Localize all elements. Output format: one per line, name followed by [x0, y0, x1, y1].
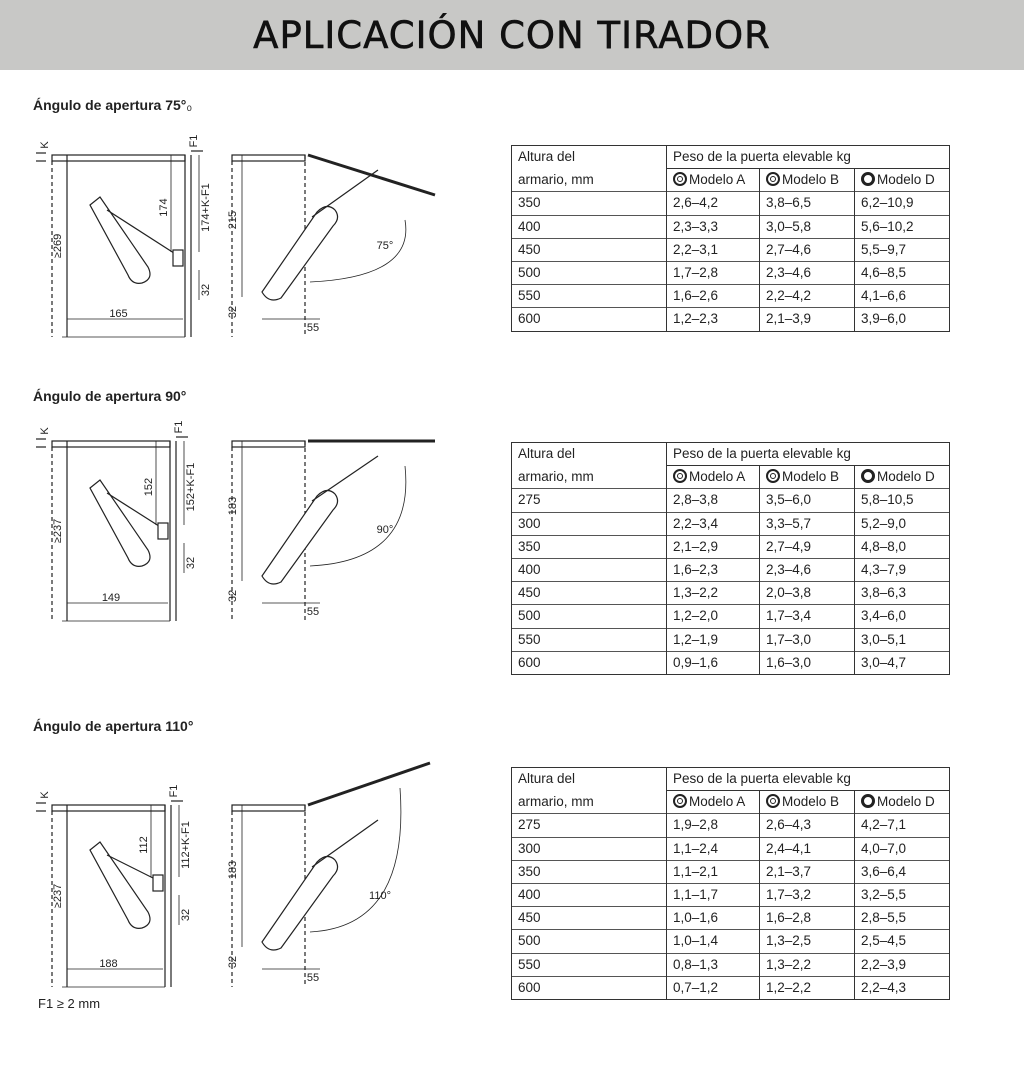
- table-cell: 1,6–2,6: [667, 285, 760, 308]
- table-row: [512, 215, 950, 238]
- col-header-height-line1: Altura del: [512, 146, 667, 169]
- table-cell: 3,8–6,5: [760, 192, 855, 215]
- section-title-75: Ángulo de apertura 75°₀: [33, 97, 193, 113]
- table-cell: 1,7–3,0: [760, 628, 855, 651]
- dim-side-32-label: 32: [227, 589, 239, 603]
- table-cell: 350: [512, 860, 667, 883]
- table-cell: 1,9–2,8: [667, 814, 760, 837]
- model-label: Modelo D: [877, 794, 935, 810]
- table-cell: 1,1–2,4: [667, 837, 760, 860]
- model-label: Modelo A: [689, 794, 746, 810]
- table-cell: 300: [512, 837, 667, 860]
- dim-side-height-label: 215: [227, 210, 239, 230]
- table-cell: 5,2–9,0: [855, 512, 950, 535]
- dim-side-55-label: 55: [306, 322, 320, 334]
- table-header-row: [512, 768, 950, 791]
- table-row: [512, 192, 950, 215]
- table-cell: 4,2–7,1: [855, 814, 950, 837]
- dim-k-label: K: [39, 141, 51, 149]
- table-cell: 2,0–3,8: [760, 582, 855, 605]
- table-cell: 3,4–6,0: [855, 605, 950, 628]
- col-header-height-line1: Altura del: [512, 768, 667, 791]
- diagram-75: [20, 125, 440, 350]
- model-label: Modelo B: [782, 469, 840, 485]
- table-row: [512, 953, 950, 976]
- table-row: [512, 883, 950, 906]
- dim-side-height-label: 183: [227, 496, 239, 516]
- model-label: Modelo A: [689, 172, 746, 188]
- model-ring-icon: [766, 172, 780, 186]
- col-group-header: Peso de la puerta elevable kg: [667, 146, 950, 169]
- table-row: [512, 651, 950, 674]
- table-row: [512, 814, 950, 837]
- table-cell: 4,0–7,0: [855, 837, 950, 860]
- table-cell: 4,1–6,6: [855, 285, 950, 308]
- table-row: [512, 930, 950, 953]
- col-header-height-line2: armario, mm: [512, 791, 667, 814]
- model-label: Modelo A: [689, 469, 746, 485]
- table-cell: 400: [512, 883, 667, 906]
- table-cell: 3,0–5,8: [760, 215, 855, 238]
- table-cell: 3,0–5,1: [855, 628, 950, 651]
- dim-arm-kf-label: 174+K-F1: [200, 183, 212, 232]
- table-header-row: [512, 443, 950, 466]
- dim-base32-label: 32: [180, 908, 192, 922]
- table-model-row: [512, 466, 950, 489]
- table-cell: 500: [512, 605, 667, 628]
- dim-side-55-label: 55: [306, 606, 320, 618]
- dim-f1-label: F1: [188, 134, 200, 148]
- table-row: [512, 558, 950, 581]
- table-cell: 2,8–3,8: [667, 489, 760, 512]
- model-header: [760, 466, 855, 489]
- table-cell: 450: [512, 238, 667, 261]
- table-cell: 1,7–3,2: [760, 883, 855, 906]
- table-cell: 3,0–4,7: [855, 651, 950, 674]
- table-cell: 1,1–1,7: [667, 883, 760, 906]
- table-model-row: [512, 169, 950, 192]
- col-header-height-line1: Altura del: [512, 443, 667, 466]
- weight-table-75: [511, 145, 950, 332]
- diagram-90: [20, 413, 440, 638]
- table-cell: 0,8–1,3: [667, 953, 760, 976]
- model-header: [667, 466, 760, 489]
- model-header: [855, 169, 950, 192]
- table-row: [512, 860, 950, 883]
- model-header: [855, 466, 950, 489]
- page-title: APLICACIÓN CON TIRADOR: [253, 13, 771, 57]
- dim-width-label: 165: [109, 308, 128, 320]
- table-cell: 3,2–5,5: [855, 883, 950, 906]
- dim-side-32-label: 32: [227, 305, 239, 319]
- table-cell: 1,7–2,8: [667, 261, 760, 284]
- diagram-svg: [20, 125, 440, 350]
- dim-height-label: ≥269: [52, 233, 64, 259]
- table-cell: 2,2–4,2: [760, 285, 855, 308]
- model-ring-icon: [673, 469, 687, 483]
- table-cell: 2,2–3,4: [667, 512, 760, 535]
- table-cell: 3,3–5,7: [760, 512, 855, 535]
- table-cell: 2,3–4,6: [760, 558, 855, 581]
- table-cell: 3,9–6,0: [855, 308, 950, 331]
- table-cell: 2,6–4,2: [667, 192, 760, 215]
- dim-side-height-label: 183: [227, 860, 239, 880]
- page-header: [0, 0, 1024, 70]
- table-row: [512, 582, 950, 605]
- dim-arm-kf-label: 152+K-F1: [185, 462, 197, 512]
- dim-arm-kf-label: 112+K-F1: [180, 821, 192, 869]
- table-cell: 2,4–4,1: [760, 837, 855, 860]
- dim-angle-label: 90°: [376, 524, 394, 536]
- table-cell: 1,0–1,4: [667, 930, 760, 953]
- table-cell: 4,8–8,0: [855, 535, 950, 558]
- model-header: [667, 791, 760, 814]
- table-cell: 550: [512, 285, 667, 308]
- table-cell: 3,6–6,4: [855, 860, 950, 883]
- weight-table-110: [511, 767, 950, 1000]
- table-cell: 350: [512, 535, 667, 558]
- table-cell: 5,8–10,5: [855, 489, 950, 512]
- dim-arm-label: 174: [158, 198, 170, 217]
- dim-height-label: ≥237: [52, 883, 64, 909]
- model-ring-icon: [766, 469, 780, 483]
- table-cell: 2,3–4,6: [760, 261, 855, 284]
- col-header-height-line2: armario, mm: [512, 466, 667, 489]
- dim-side-32-label: 32: [227, 955, 239, 969]
- dim-side-55-label: 55: [306, 972, 320, 984]
- table-cell: 4,3–7,9: [855, 558, 950, 581]
- table-cell: 1,2–2,3: [667, 308, 760, 331]
- table-cell: 275: [512, 489, 667, 512]
- dim-base32-label: 32: [200, 283, 212, 297]
- section-title-110: Ángulo de apertura 110°: [33, 718, 194, 734]
- diagram-110: [20, 755, 440, 1005]
- diagram-svg: [20, 755, 440, 1005]
- table-cell: 2,3–3,3: [667, 215, 760, 238]
- table-cell: 2,1–3,9: [760, 308, 855, 331]
- model-ring-icon: [673, 794, 687, 808]
- table-cell: 600: [512, 976, 667, 999]
- footnote: F1 ≥ 2 mm: [38, 996, 101, 1011]
- table-cell: 500: [512, 930, 667, 953]
- table-cell: 0,7–1,2: [667, 976, 760, 999]
- table-cell: 1,2–1,9: [667, 628, 760, 651]
- table-cell: 1,2–2,2: [760, 976, 855, 999]
- table-cell: 5,5–9,7: [855, 238, 950, 261]
- model-header: [760, 169, 855, 192]
- dim-width-label: 149: [101, 592, 121, 604]
- table-cell: 1,3–2,2: [667, 582, 760, 605]
- table-cell: 300: [512, 512, 667, 535]
- section-title-90: Ángulo de apertura 90°: [33, 388, 187, 404]
- table-cell: 1,6–3,0: [760, 651, 855, 674]
- table-cell: 350: [512, 192, 667, 215]
- dim-f1-label: F1: [173, 420, 185, 434]
- table-cell: 5,6–10,2: [855, 215, 950, 238]
- table-row: [512, 605, 950, 628]
- weight-table-90: [511, 442, 950, 675]
- table-cell: 1,6–2,8: [760, 907, 855, 930]
- model-header: [760, 791, 855, 814]
- model-ring-icon: [861, 172, 875, 186]
- table-cell: 400: [512, 215, 667, 238]
- table-row: [512, 512, 950, 535]
- table-cell: 500: [512, 261, 667, 284]
- dim-k-label: K: [39, 427, 51, 435]
- col-group-header: Peso de la puerta elevable kg: [667, 443, 950, 466]
- table-cell: 600: [512, 308, 667, 331]
- dim-height-label: ≥237: [52, 518, 64, 544]
- table-cell: 2,1–2,9: [667, 535, 760, 558]
- col-header-height-line2: armario, mm: [512, 169, 667, 192]
- model-ring-icon: [766, 794, 780, 808]
- dim-k-label: K: [39, 791, 51, 799]
- table-cell: 550: [512, 628, 667, 651]
- table-cell: 450: [512, 582, 667, 605]
- model-label: Modelo B: [782, 172, 840, 188]
- table-cell: 1,2–2,0: [667, 605, 760, 628]
- diagram-svg: [20, 413, 440, 638]
- dim-base32-label: 32: [185, 556, 197, 570]
- table-cell: 2,2–4,3: [855, 976, 950, 999]
- dim-arm-label: 152: [143, 477, 155, 497]
- dim-f1-label: F1: [168, 784, 180, 798]
- table-cell: 1,7–3,4: [760, 605, 855, 628]
- table-cell: 2,7–4,9: [760, 535, 855, 558]
- table-cell: 2,7–4,6: [760, 238, 855, 261]
- table-cell: 2,2–3,1: [667, 238, 760, 261]
- table-cell: 1,0–1,6: [667, 907, 760, 930]
- table-cell: 550: [512, 953, 667, 976]
- model-header: [855, 791, 950, 814]
- table-row: [512, 308, 950, 331]
- table-cell: 1,1–2,1: [667, 860, 760, 883]
- table-row: [512, 628, 950, 651]
- table-header-row: [512, 146, 950, 169]
- table-cell: 450: [512, 907, 667, 930]
- table-row: [512, 238, 950, 261]
- model-header: [667, 169, 760, 192]
- table-cell: 400: [512, 558, 667, 581]
- table-cell: 0,9–1,6: [667, 651, 760, 674]
- model-ring-icon: [861, 469, 875, 483]
- table-cell: 2,6–4,3: [760, 814, 855, 837]
- table-row: [512, 535, 950, 558]
- model-label: Modelo B: [782, 794, 840, 810]
- col-group-header: Peso de la puerta elevable kg: [667, 768, 950, 791]
- model-ring-icon: [861, 794, 875, 808]
- table-cell: 2,2–3,9: [855, 953, 950, 976]
- table-cell: 275: [512, 814, 667, 837]
- dim-arm-label: 112: [138, 836, 150, 854]
- table-cell: 4,6–8,5: [855, 261, 950, 284]
- table-cell: 2,8–5,5: [855, 907, 950, 930]
- dim-angle-label: 110°: [369, 890, 391, 902]
- table-row: [512, 261, 950, 284]
- table-model-row: [512, 791, 950, 814]
- table-cell: 1,3–2,5: [760, 930, 855, 953]
- table-cell: 6,2–10,9: [855, 192, 950, 215]
- table-cell: 1,6–2,3: [667, 558, 760, 581]
- table-row: [512, 489, 950, 512]
- table-cell: 2,5–4,5: [855, 930, 950, 953]
- model-ring-icon: [673, 172, 687, 186]
- table-cell: 600: [512, 651, 667, 674]
- table-cell: 1,3–2,2: [760, 953, 855, 976]
- table-cell: 3,8–6,3: [855, 582, 950, 605]
- table-row: [512, 285, 950, 308]
- table-cell: 3,5–6,0: [760, 489, 855, 512]
- dim-width-label: 188: [99, 958, 118, 970]
- table-row: [512, 837, 950, 860]
- table-cell: 2,1–3,7: [760, 860, 855, 883]
- model-label: Modelo D: [877, 469, 935, 485]
- model-label: Modelo D: [877, 172, 935, 188]
- table-row: [512, 976, 950, 999]
- table-row: [512, 907, 950, 930]
- dim-angle-label: 75°: [376, 240, 394, 252]
